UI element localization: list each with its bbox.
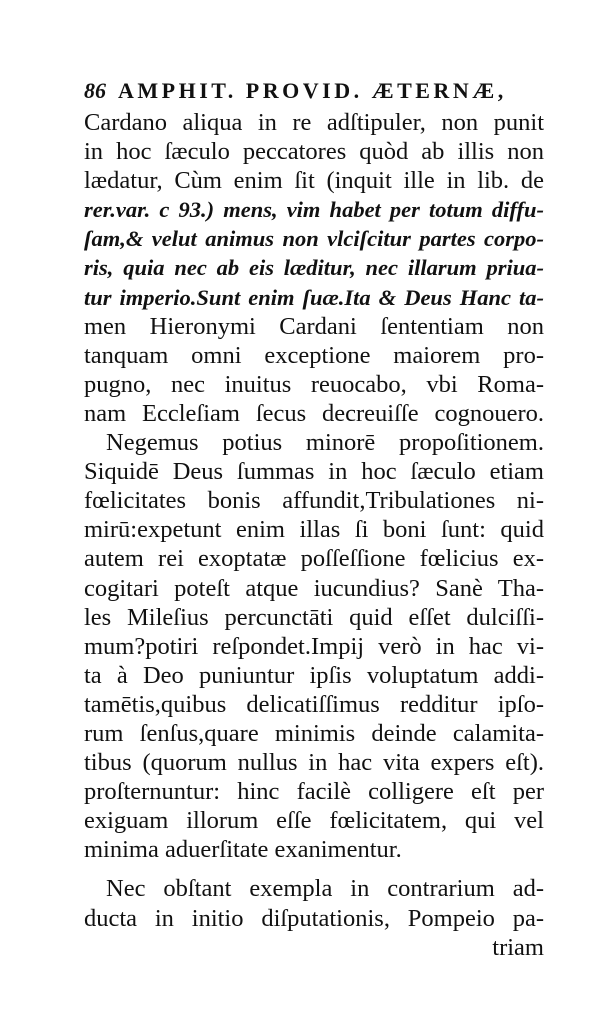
paragraph-gap (84, 864, 544, 874)
text-line: rum ſenſus,quare minimis deinde calamita- (84, 719, 544, 747)
text-line: tamētis,quibus delicatiſſimus redditur ipſo- (84, 690, 544, 718)
text-line: fœlicitates bonis affundit,Tribulationes ni- (84, 487, 544, 515)
paragraph-2 (84, 428, 544, 864)
text-line: nam Eccleſiam ſecus decreuiſſe cognouero. (84, 399, 544, 427)
book-page (84, 76, 544, 962)
text-line: men Hieronymi Cardani ſententiam non (84, 312, 544, 340)
text-line: minima aduerſitate exanimentur. (84, 836, 402, 864)
text-line: tur imperio.Sunt enim ſuæ.Ita & Deus Hanc ta- (84, 284, 544, 310)
text-line: les Mileſius percunctāti quid eſſet dulciſſi- (84, 603, 544, 631)
text-line: ta à Deo puniuntur ipſis voluptatum addi- (84, 661, 544, 689)
text-line: Siquidē Deus ſummas in hoc ſæculo etiam (84, 458, 544, 486)
page-number: 86 (84, 78, 106, 103)
text-line: proſternuntur: hinc facilè colligere eſt per (84, 778, 544, 806)
running-title: AMPHIT. PROVID. ÆTERNÆ, (118, 78, 507, 103)
paragraph-1 (84, 108, 544, 428)
text-line: Negemus potius minorē propoſitionem. (106, 429, 544, 457)
text-line: ris, quia nec ab eis læditur, nec illarum priua- (84, 255, 544, 281)
text-line: ſam,& velut animus non vlciſcitur partes corpo- (84, 226, 544, 252)
catchword: triam (492, 933, 544, 961)
text-line: Cardano aliqua in re adſtipuler, non punit (84, 109, 544, 136)
text-line: mirū:expetunt enim illas ſi boni ſunt: quid (84, 516, 544, 544)
text-line: rer.var. c 93.) mens, vim habet per totum diffu- (84, 197, 544, 223)
text-line: in hoc ſæculo peccatores quòd ab illis non (84, 138, 544, 166)
text-line: mum?potiri reſpondet.Impij verò in hac vi- (84, 632, 544, 660)
running-header (84, 76, 544, 106)
text-line: Nec obſtant exempla in contrarium ad- (106, 875, 544, 903)
text-line: tibus (quorum nullus in hac vita expers eſt). (84, 749, 544, 777)
text-line: autem rei exoptatæ poſſeſſione fœlicius ex- (84, 545, 544, 573)
text-line: tanquam omni exceptione maiorem pro- (84, 341, 544, 369)
text-line: exiguam illorum eſſe fœlicitatem, qui vel (84, 807, 544, 835)
text-line: cogitari poteſt atque iucundius? Sanè Tha- (84, 574, 544, 602)
text-line: ducta in initio diſputationis, Pompeio pa- (84, 904, 544, 932)
text-line: pugno, nec inuitus reuocabo, vbi Roma- (84, 370, 544, 398)
text-line: lædatur, Cùm enim ſit (inquit ille in lib. de (84, 167, 544, 195)
paragraph-3 (84, 874, 544, 932)
